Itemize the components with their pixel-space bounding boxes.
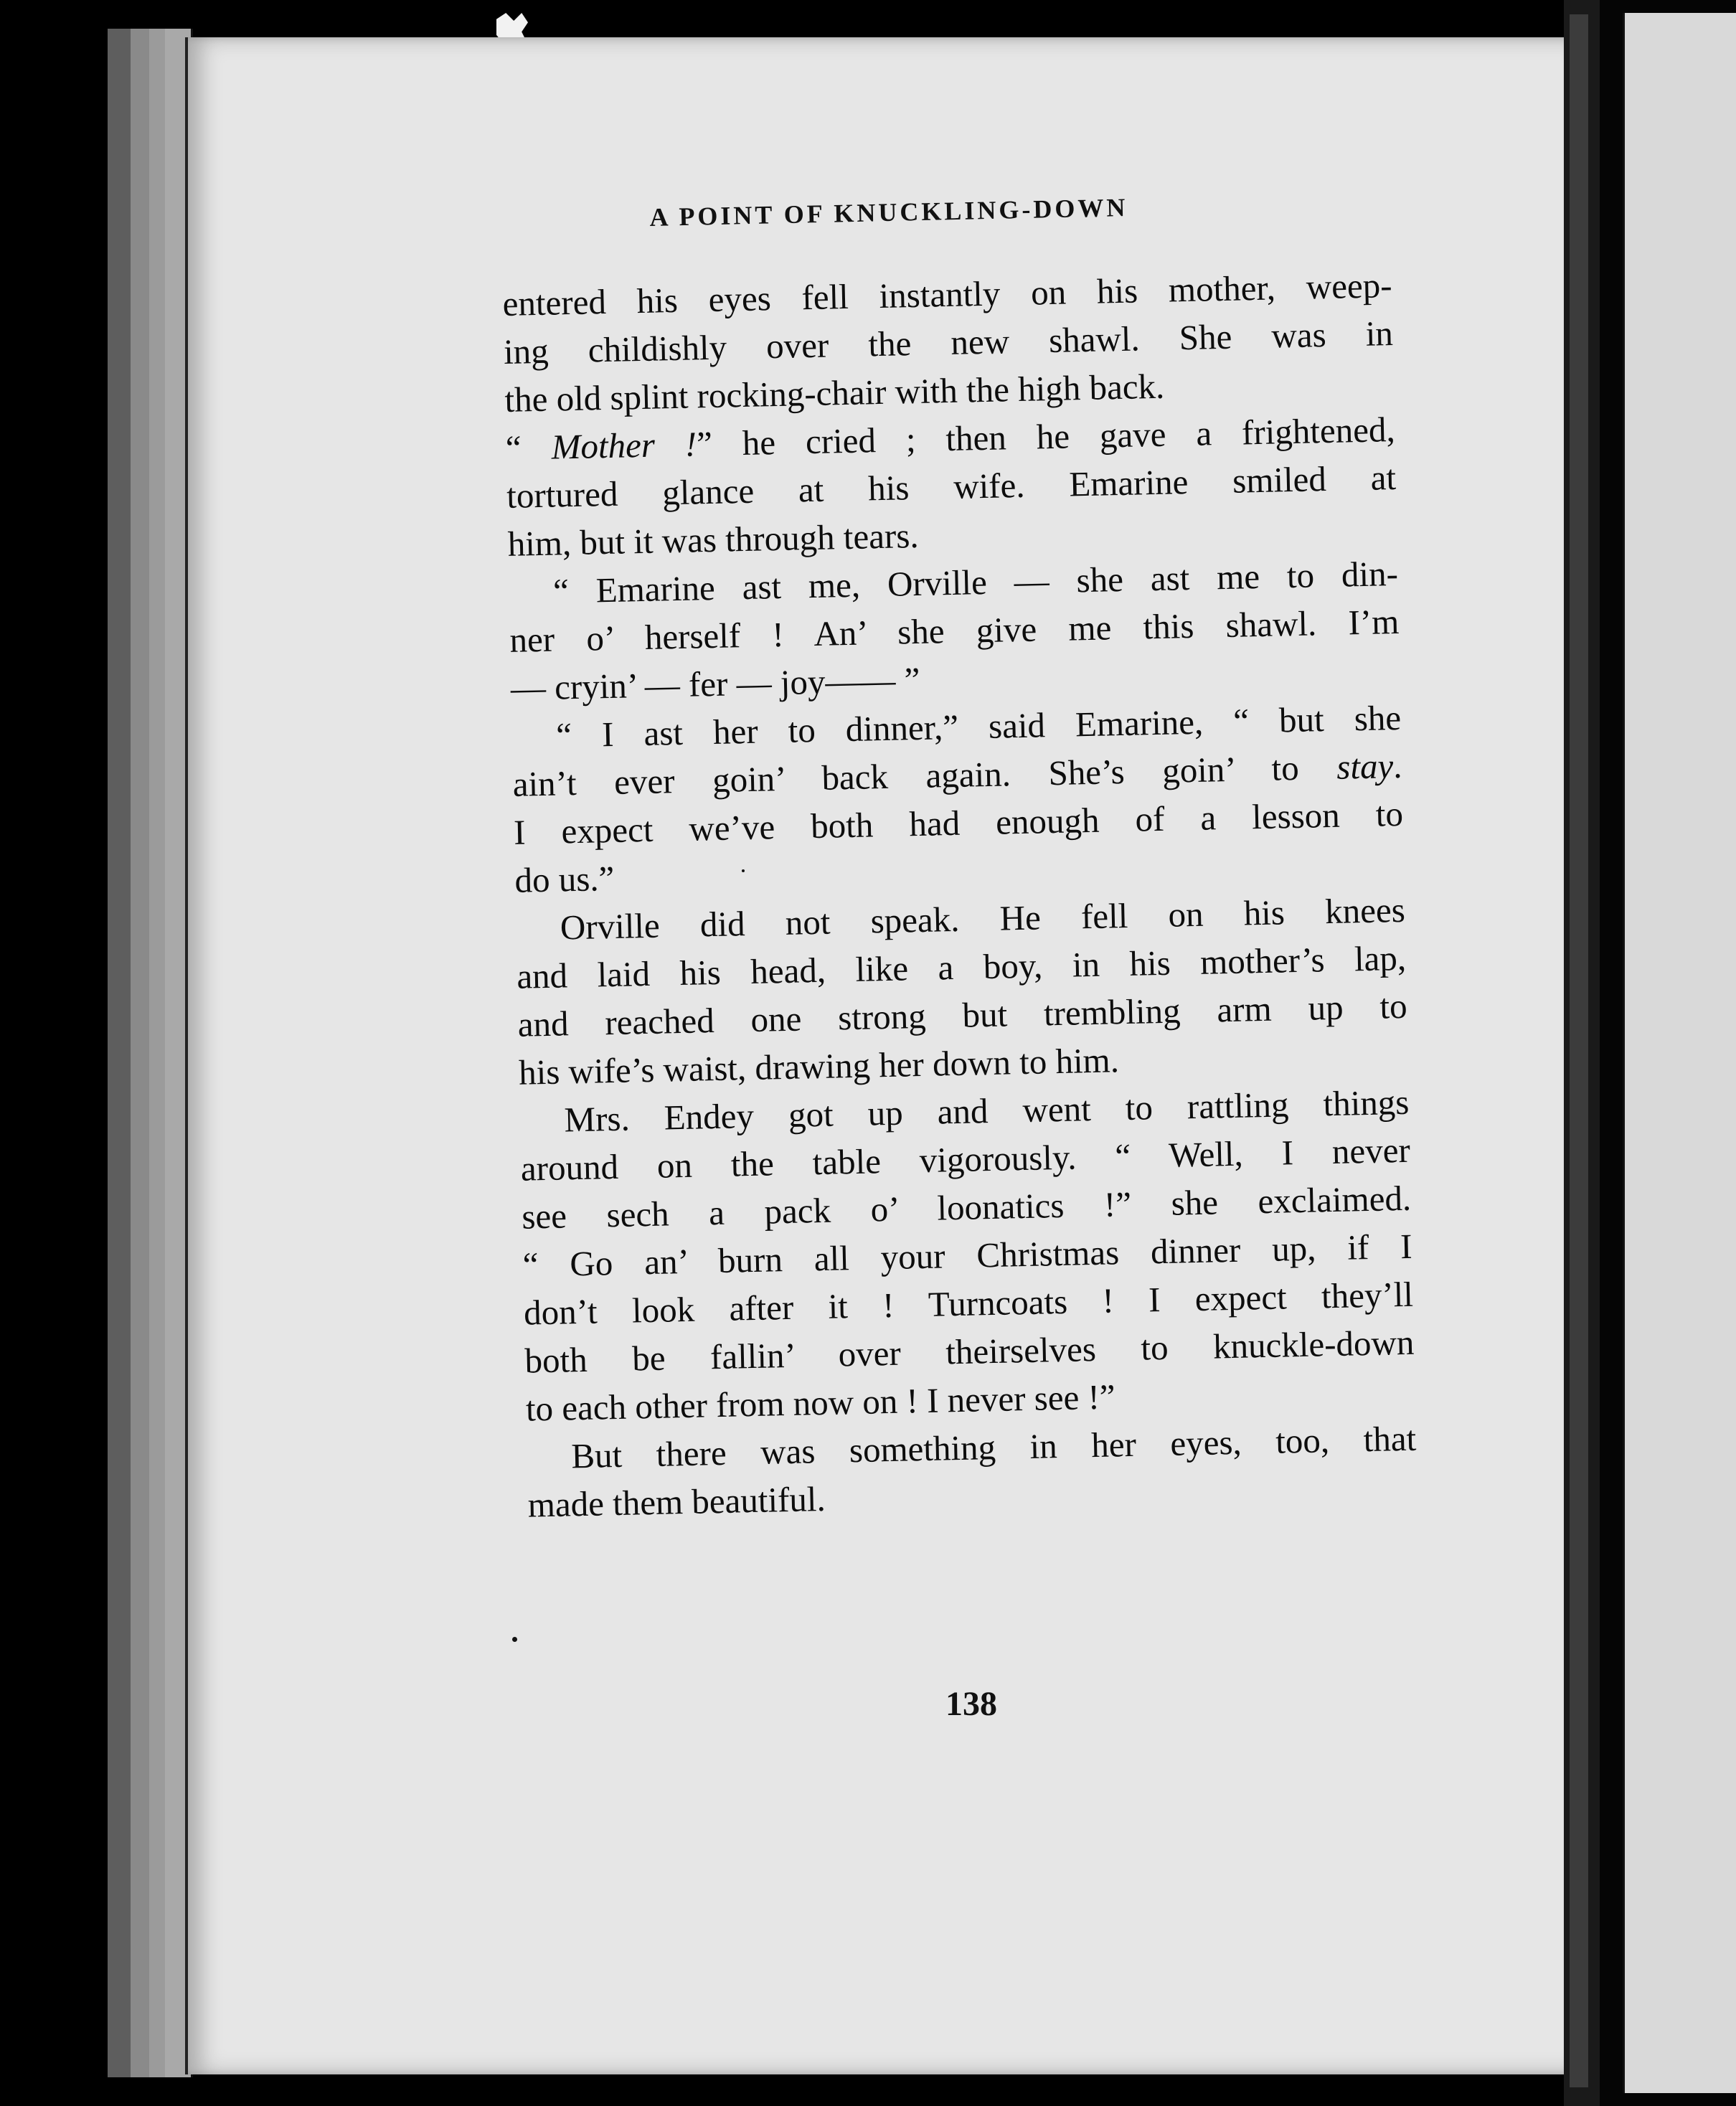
- text-line: around on the table vigorously. “ Well, I never: [520, 1130, 1411, 1189]
- text-line: his wife’s waist, drawing her down to him.: [518, 1040, 1120, 1092]
- text-line: ner o’ herself ! An’ she give me this shawl. I’m: [509, 601, 1400, 660]
- paragraph: [519, 1078, 1416, 1433]
- body-text: [502, 261, 1417, 1529]
- text-line: do us.”: [514, 858, 615, 900]
- paragraph: [505, 405, 1397, 568]
- scan-speck: [512, 1637, 517, 1642]
- text-line: the old splint rocking-chair with the high back.: [504, 366, 1165, 420]
- text-line: “ Mother !” he cried ; then he gave a frightened,: [505, 409, 1396, 468]
- paragraph: [515, 886, 1408, 1097]
- text-line: But there was something in her eyes, too, that: [570, 1418, 1417, 1476]
- running-head: A POINT OF KNUCKLING-DOWN: [649, 193, 1128, 232]
- text-line: tortured glance at his wife. Emarine smiled at: [506, 457, 1397, 516]
- text-line: entered his eyes fell instantly on his mother, weep-: [502, 265, 1393, 324]
- text-line: and reached one strong but trembling arm up to: [517, 986, 1408, 1044]
- text-line: made them beautiful.: [527, 1478, 826, 1525]
- paragraph: [511, 694, 1405, 905]
- text-line: “ Go an’ burn all your Christmas dinner up, if I: [522, 1226, 1413, 1285]
- text-line: ing childishly over the new shawl. She was in: [503, 313, 1394, 372]
- text-line: him, but it was through tears.: [507, 515, 920, 564]
- text-line: — cryin’ — fer — joy—— ”: [510, 659, 920, 708]
- text-line: “ Emarine ast me, Orville — she ast me to din-: [552, 553, 1399, 611]
- facing-page-edge: [1623, 13, 1736, 2093]
- text-line: Orville did not speak. He fell on his knees: [560, 889, 1406, 948]
- text-line: “ I ast her to dinner,” said Emarine, “ but she: [555, 697, 1402, 755]
- text-line: I expect we’ve both had enough of a lesson to: [513, 793, 1404, 852]
- text-line: both be fallin’ over theirselves to knuckle-down: [524, 1322, 1415, 1381]
- book-gutter-shadow: [1570, 14, 1588, 2087]
- paragraph: [502, 261, 1395, 424]
- paragraph: [527, 1415, 1418, 1529]
- text-line: ain’t ever goin’ back again. She’s goin’ to stay.: [512, 745, 1403, 804]
- scan-speck: [742, 869, 745, 872]
- text-line: to each other from now on ! I never see !”: [525, 1377, 1116, 1429]
- text-line: don’t look after it ! Turncoats ! I expect they’ll: [523, 1274, 1414, 1333]
- page-number: 138: [945, 1685, 997, 1723]
- text-line: Mrs. Endey got up and went to rattling things: [563, 1082, 1410, 1140]
- text-line: see sech a pack o’ loonatics !” she exclaimed.: [521, 1178, 1412, 1237]
- paragraph: [508, 549, 1400, 712]
- text-line: and laid his head, like a boy, in his mother’s lap,: [516, 938, 1407, 996]
